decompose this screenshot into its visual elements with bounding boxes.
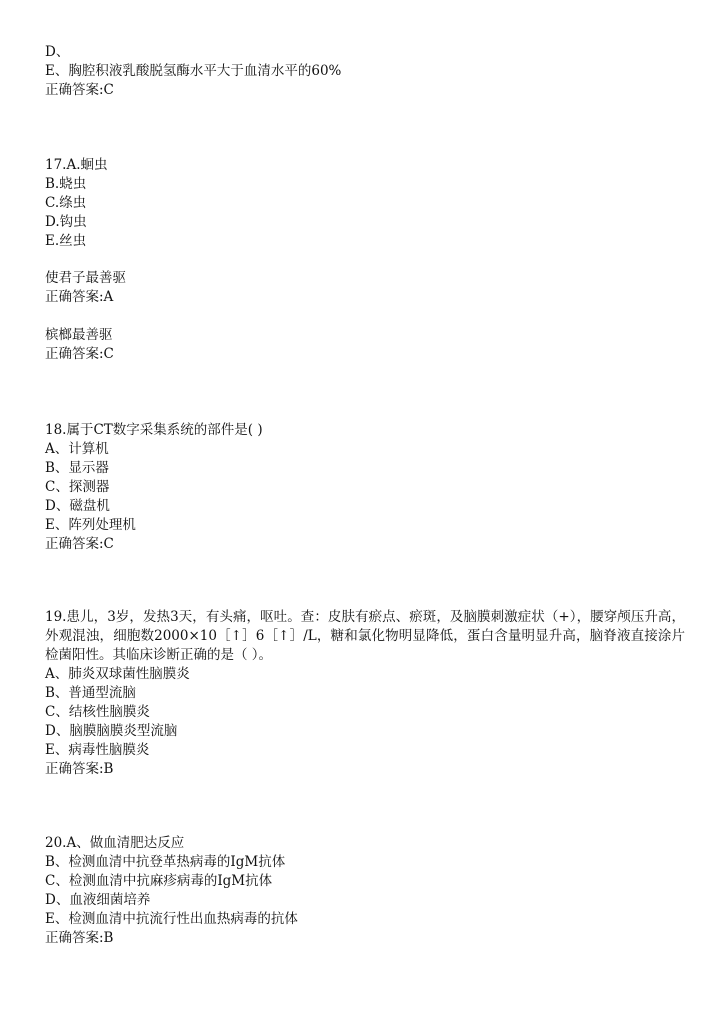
q17-option-e: E.丝虫 xyxy=(45,233,87,249)
q18-answer: 正确答案:C xyxy=(45,536,114,552)
q17-sub2-question: 槟榔最善驱 xyxy=(45,327,113,343)
q16-option-d: D、 xyxy=(45,44,70,60)
q17-sub1-question: 使君子最善驱 xyxy=(45,270,126,286)
q18-question: 18.属于CT数字采集系统的部件是( ) xyxy=(45,422,263,438)
q18-option-b: B、显示器 xyxy=(45,460,109,476)
q20-option-b: B、检测血清中抗登革热病毒的IgM抗体 xyxy=(45,854,286,870)
q18-option-e: E、阵列处理机 xyxy=(45,517,136,533)
q16-answer: 正确答案:C xyxy=(45,82,114,98)
q19-option-a: A、肺炎双球菌性脑膜炎 xyxy=(45,666,190,682)
q17-option-d: D.钩虫 xyxy=(45,214,87,230)
q19-answer: 正确答案:B xyxy=(45,761,114,777)
q20-option-d: D、血液细菌培养 xyxy=(45,892,151,908)
q17-option-a: 17.A.蛔虫 xyxy=(45,157,108,173)
q16-option-e: E、胸腔积液乳酸脱氢酶水平大于血清水平的60% xyxy=(45,63,342,79)
q17-sub2-answer: 正确答案:C xyxy=(45,346,114,362)
q20-option-e: E、检测血清中抗流行性出血热病毒的抗体 xyxy=(45,911,298,927)
q19-option-d: D、脑膜脑膜炎型流脑 xyxy=(45,723,178,739)
q19-question: 19.患儿，3岁，发热3天，有头痛，呕吐。查：皮肤有瘀点、瘀斑，及脑膜刺激症状（+），腰穿颅压升高，外观混浊，细胞数2000×10［↑］6［↑］/L，糖和氯化物明显降低，蛋白含量明显升高，脑脊液直接涂片检菌阳性。其临床诊断正确的是（ ）。 xyxy=(45,609,685,663)
q19-option-b: B、普通型流脑 xyxy=(45,685,136,701)
q20-answer: 正确答案:B xyxy=(45,930,114,946)
q18-option-d: D、磁盘机 xyxy=(45,498,110,514)
q17-option-b: B.蛲虫 xyxy=(45,176,87,192)
q18-option-c: C、探测器 xyxy=(45,479,110,495)
q17-option-c: C.绦虫 xyxy=(45,195,87,211)
q20-option-a: 20.A、做血清肥达反应 xyxy=(45,835,185,851)
q18-option-a: A、计算机 xyxy=(45,441,109,457)
q20-option-c: C、检测血清中抗麻疹病毒的IgM抗体 xyxy=(45,873,273,889)
q19-option-e: E、病毒性脑膜炎 xyxy=(45,742,150,758)
q19-option-c: C、结核性脑膜炎 xyxy=(45,704,150,720)
q17-sub1-answer: 正确答案:A xyxy=(45,289,114,305)
